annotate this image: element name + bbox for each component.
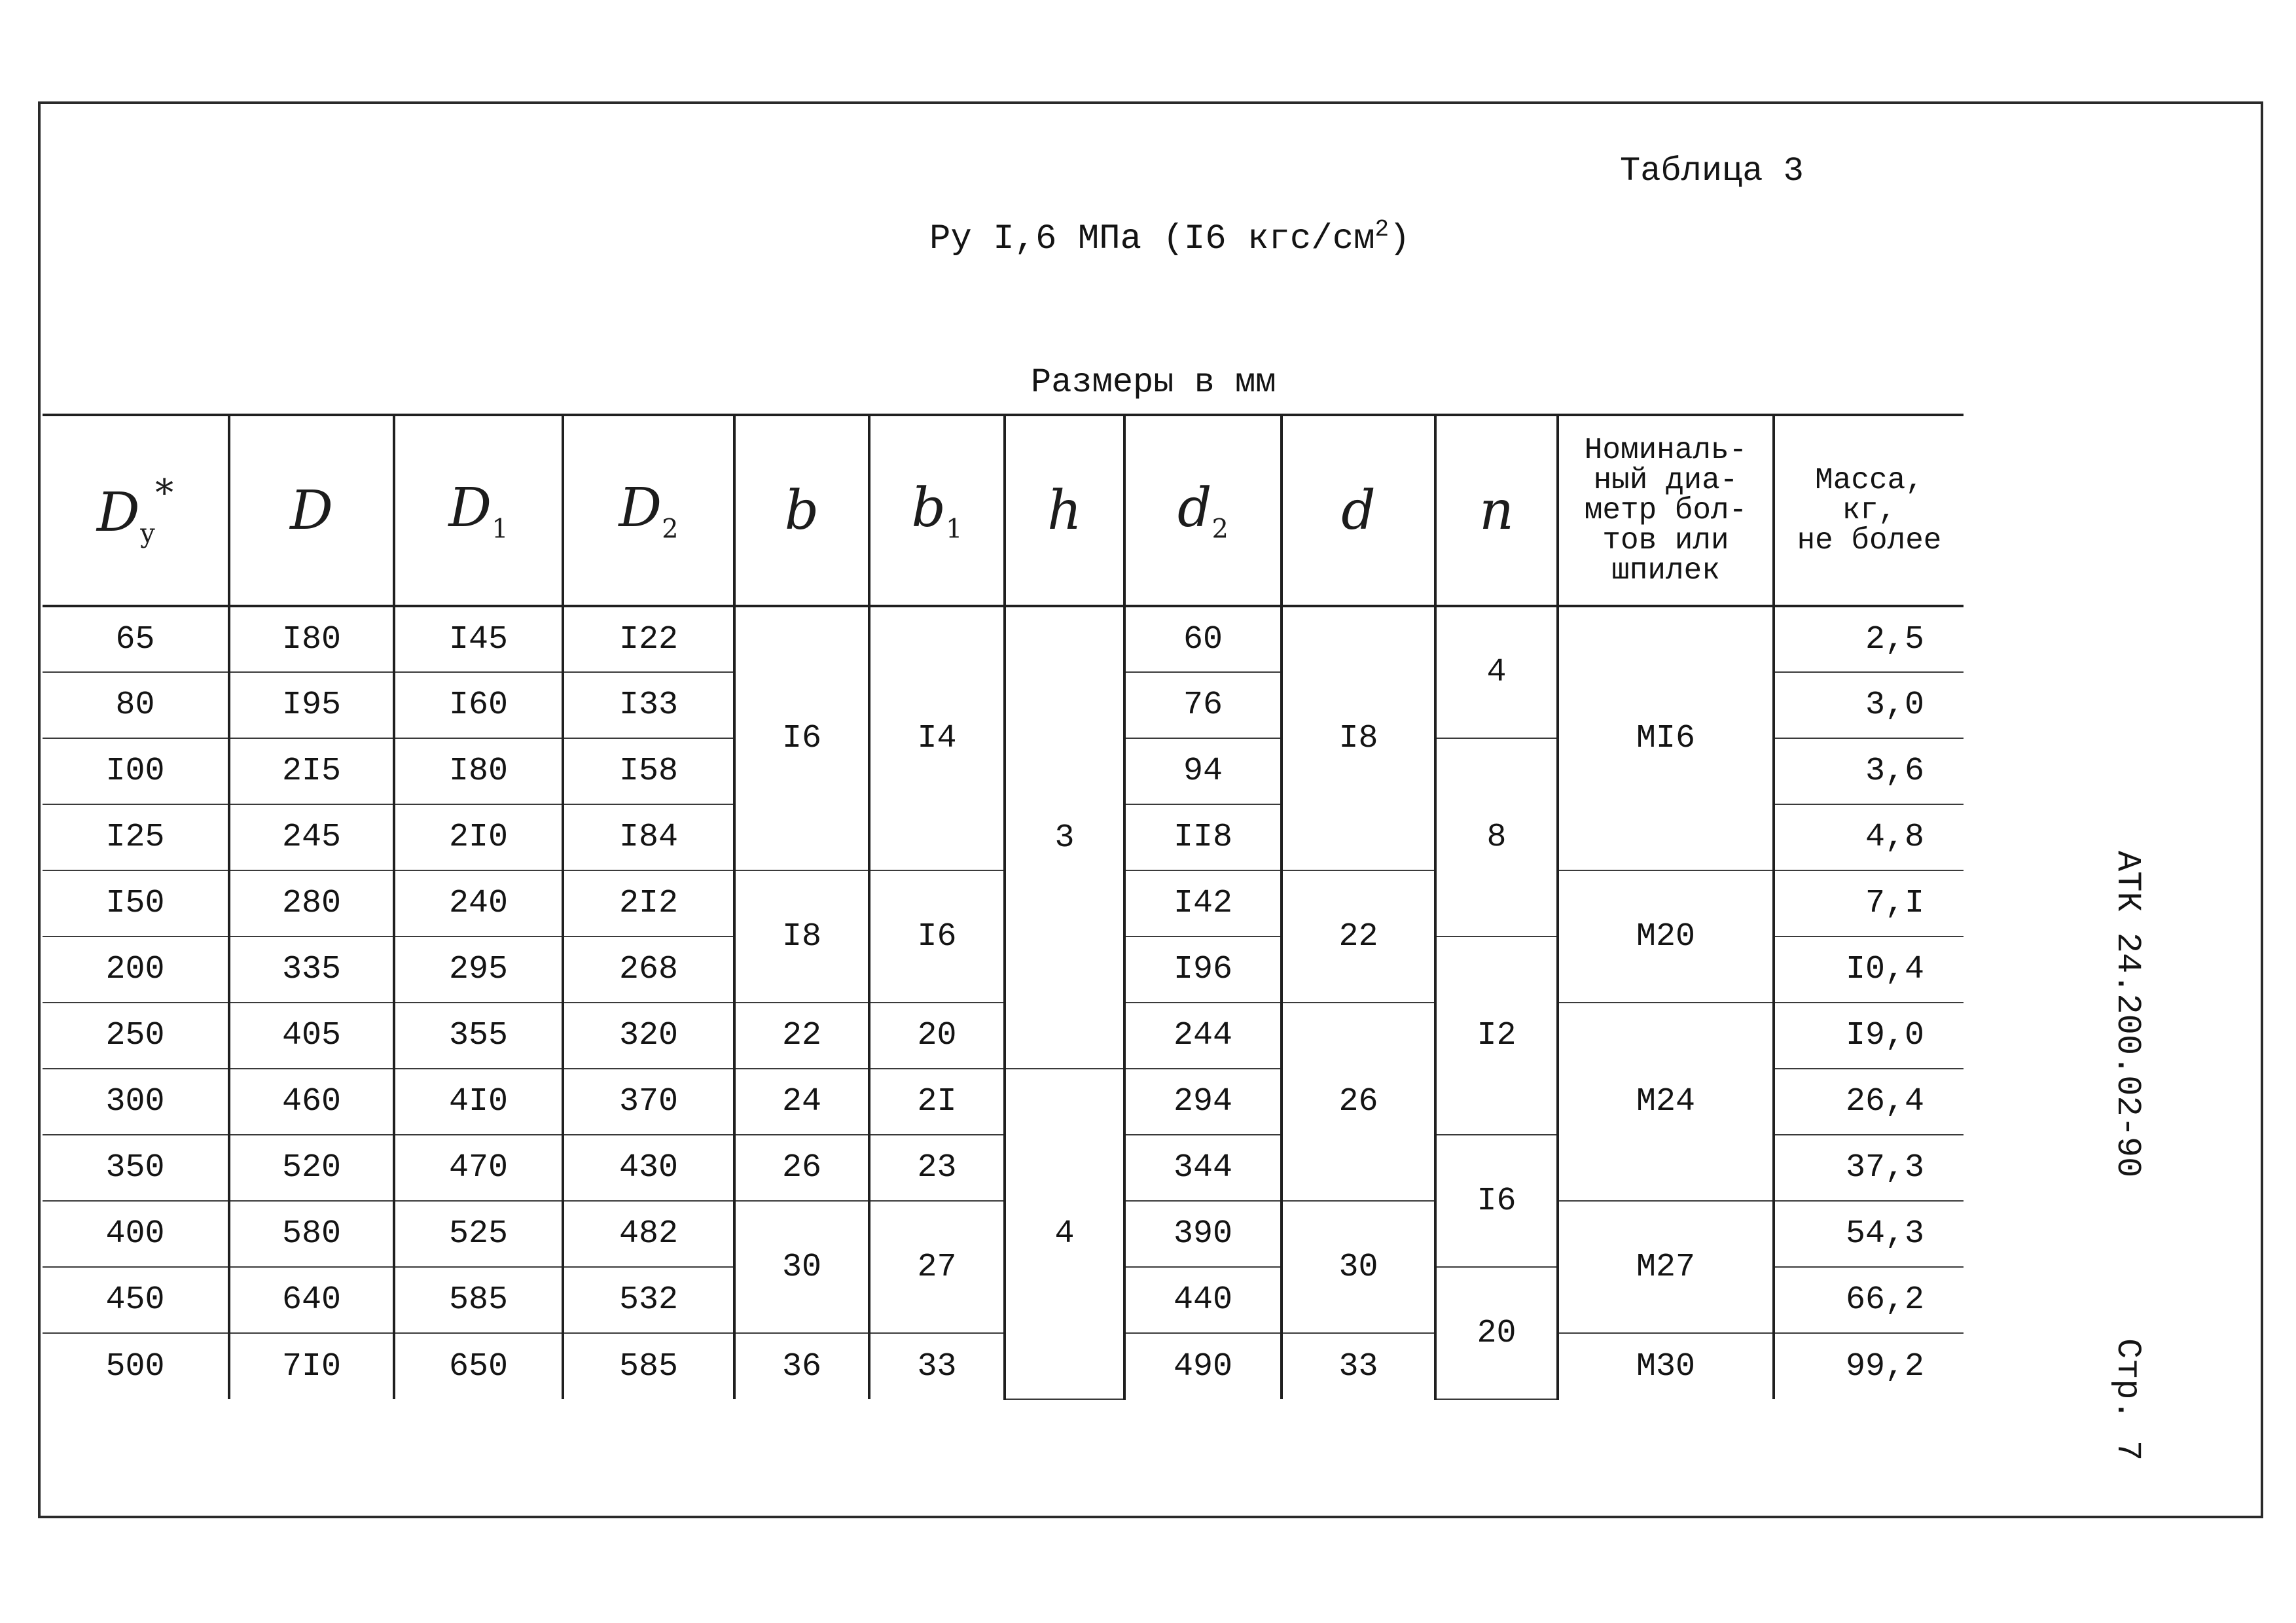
cell-d2: 390: [1124, 1201, 1282, 1267]
cell-bolt: М30: [1558, 1333, 1774, 1399]
cell-D2: 370: [563, 1069, 734, 1135]
cell-D: 245: [229, 804, 394, 870]
cell-b: 22: [734, 1003, 869, 1069]
cell-D2: I22: [563, 606, 734, 672]
table-number: Таблица 3: [1620, 152, 1804, 190]
cell-D: 405: [229, 1003, 394, 1069]
cell-dy: 80: [43, 672, 229, 738]
col-header-h: h: [1005, 415, 1124, 606]
cell-n: I6: [1435, 1135, 1558, 1267]
col-header-b: b: [734, 415, 869, 606]
cell-bolt: М24: [1558, 1003, 1774, 1201]
cell-d2: 76: [1124, 672, 1282, 738]
cell-b: 24: [734, 1069, 869, 1135]
cell-n: 20: [1435, 1267, 1558, 1399]
cell-D2: 585: [563, 1333, 734, 1399]
col-header-D2: $D_2$: [563, 415, 734, 606]
cell-mass: 54,3: [1774, 1201, 1964, 1267]
cell-D2: 532: [563, 1267, 734, 1333]
cell-D: 640: [229, 1267, 394, 1333]
cell-D1: 295: [394, 936, 563, 1003]
cell-d: I8: [1282, 606, 1435, 870]
cell-bolt: М20: [1558, 870, 1774, 1003]
cell-dy: I00: [43, 738, 229, 804]
cell-dy: I50: [43, 870, 229, 936]
cell-D1: 4I0: [394, 1069, 563, 1135]
cell-n: 4: [1435, 606, 1558, 738]
cell-D: 520: [229, 1135, 394, 1201]
table-row: [43, 870, 1964, 936]
cell-d2: II8: [1124, 804, 1282, 870]
col-header-d2: $d_2$: [1124, 415, 1282, 606]
cell-d2: I96: [1124, 936, 1282, 1003]
cell-mass: 37,3: [1774, 1135, 1964, 1201]
cell-D1: 240: [394, 870, 563, 936]
cell-mass: 66,2: [1774, 1267, 1964, 1333]
flange-dimensions-table: [43, 414, 1964, 1400]
col-header-mass: Масса, кг, не более: [1774, 415, 1964, 606]
cell-dy: 200: [43, 936, 229, 1003]
cell-D1: 525: [394, 1201, 563, 1267]
cell-D2: I33: [563, 672, 734, 738]
cell-dy: 400: [43, 1201, 229, 1267]
cell-b1: 33: [869, 1333, 1005, 1399]
cell-d2: 94: [1124, 738, 1282, 804]
cell-D1: 2I0: [394, 804, 563, 870]
cell-d2: 440: [1124, 1267, 1282, 1333]
cell-D2: 482: [563, 1201, 734, 1267]
cell-D: 2I5: [229, 738, 394, 804]
cell-dy: 250: [43, 1003, 229, 1069]
cell-D: 580: [229, 1201, 394, 1267]
cell-b: I6: [734, 606, 869, 870]
cell-dy: 350: [43, 1135, 229, 1201]
cell-mass: 26,4: [1774, 1069, 1964, 1135]
cell-D1: 470: [394, 1135, 563, 1201]
cell-b: 26: [734, 1135, 869, 1201]
cell-d2: 244: [1124, 1003, 1282, 1069]
cell-D2: 430: [563, 1135, 734, 1201]
cell-D: I80: [229, 606, 394, 672]
cell-D1: I45: [394, 606, 563, 672]
cell-D1: 355: [394, 1003, 563, 1069]
pressure-superscript: 2: [1374, 216, 1390, 243]
cell-dy: 65: [43, 606, 229, 672]
cell-b1: 20: [869, 1003, 1005, 1069]
cell-d2: 294: [1124, 1069, 1282, 1135]
cell-d2: I42: [1124, 870, 1282, 936]
cell-d: 33: [1282, 1333, 1435, 1399]
table-row: [43, 1003, 1964, 1069]
cell-mass: I9,0: [1774, 1003, 1964, 1069]
cell-b: 36: [734, 1333, 869, 1399]
table-row: [43, 1333, 1964, 1399]
cell-n: I2: [1435, 936, 1558, 1135]
cell-d: 22: [1282, 870, 1435, 1003]
col-header-b1: $b_1$: [869, 415, 1005, 606]
cell-d2: 60: [1124, 606, 1282, 672]
cell-b1: I6: [869, 870, 1005, 1003]
cell-bolt: МI6: [1558, 606, 1774, 870]
cell-h: 4: [1005, 1069, 1124, 1399]
cell-bolt: М27: [1558, 1201, 1774, 1333]
cell-D: 7I0: [229, 1333, 394, 1399]
cell-D: 280: [229, 870, 394, 936]
cell-dy: 500: [43, 1333, 229, 1399]
col-header-dy: $D_у^*$: [43, 415, 229, 606]
cell-n: 8: [1435, 738, 1558, 936]
page-number: Стр. 7: [2108, 1338, 2147, 1461]
cell-dy: 450: [43, 1267, 229, 1333]
table-row: [43, 606, 1964, 672]
table-row: [43, 1201, 1964, 1267]
cell-b1: 23: [869, 1135, 1005, 1201]
cell-D2: 268: [563, 936, 734, 1003]
cell-b: I8: [734, 870, 869, 1003]
cell-D1: 650: [394, 1333, 563, 1399]
header-row: [43, 415, 1964, 606]
cell-mass: 7,I: [1774, 870, 1964, 936]
cell-mass: 2,5: [1774, 606, 1964, 672]
col-header-n: n: [1435, 415, 1558, 606]
cell-b1: 2I: [869, 1069, 1005, 1135]
cell-D1: 585: [394, 1267, 563, 1333]
cell-dy: I25: [43, 804, 229, 870]
cell-mass: 3,6: [1774, 738, 1964, 804]
cell-D1: I80: [394, 738, 563, 804]
cell-D2: I58: [563, 738, 734, 804]
units-note: Размеры в мм: [1031, 363, 1276, 402]
cell-mass: 4,8: [1774, 804, 1964, 870]
cell-D2: I84: [563, 804, 734, 870]
cell-D2: 320: [563, 1003, 734, 1069]
cell-b1: I4: [869, 606, 1005, 870]
cell-D: 460: [229, 1069, 394, 1135]
col-header-bolt-diameter: Номиналь- ный диа- метр бол- тов или шпилек: [1558, 415, 1774, 606]
col-header-d: d: [1282, 415, 1435, 606]
cell-mass: 99,2: [1845, 1347, 1924, 1385]
cell-D: 335: [229, 936, 394, 1003]
cell-d2: 490: [1124, 1333, 1282, 1399]
cell-d: 26: [1282, 1003, 1435, 1201]
cell-h: 3: [1005, 606, 1124, 1069]
cell-d: 30: [1282, 1201, 1435, 1333]
cell-mass: 3,0: [1774, 672, 1964, 738]
cell-d2: 344: [1124, 1135, 1282, 1201]
document-code: АТК 24.200.02-90: [2108, 851, 2147, 1178]
col-header-D: D: [229, 415, 394, 606]
cell-dy: 300: [43, 1069, 229, 1135]
col-header-D1: $D_1$: [394, 415, 563, 606]
cell-D1: I60: [394, 672, 563, 738]
pressure-text: Ру I,6 МПа (I6 кгс/см: [929, 219, 1375, 259]
pressure-close: ): [1389, 219, 1410, 259]
cell-b: 30: [734, 1201, 869, 1333]
cell-D2: 2I2: [563, 870, 734, 936]
pressure-rating: [929, 216, 1410, 259]
cell-b1: 27: [869, 1201, 1005, 1333]
cell-mass: I0,4: [1774, 936, 1964, 1003]
cell-D: I95: [229, 672, 394, 738]
